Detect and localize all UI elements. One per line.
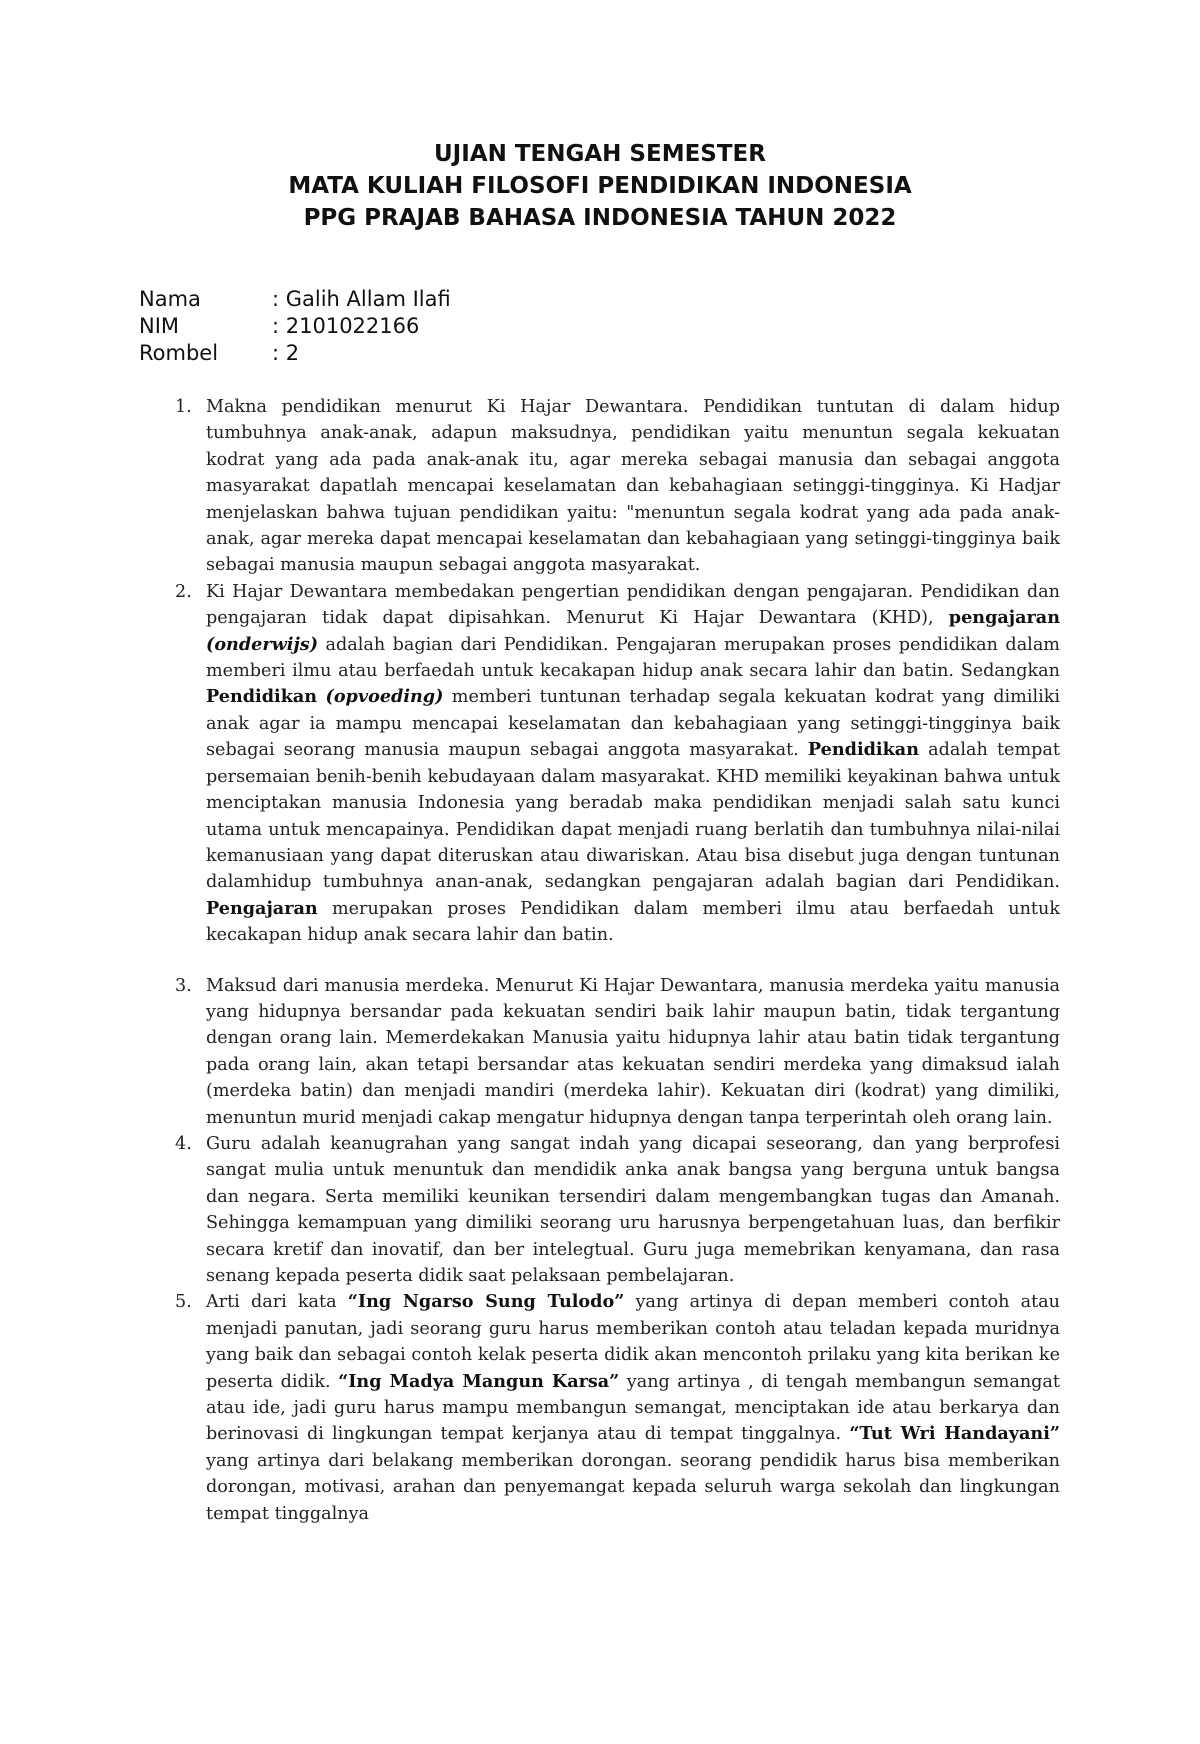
title-line-3: PPG PRAJAB BAHASA INDONESIA TAHUN 2022	[303, 205, 897, 231]
answer-item-4	[168, 1131, 1060, 1289]
answer-text: Maksud dari manusia merdeka. Menurut Ki Hajar Dewantara, manusia merdeka yaitu manusia yang hidupnya bersandar pada kekuatan sendiri baik lahir maupun batin, tidak tergantung dengan orang lain. Memerdekakan Manusia yaitu hidupnya lahir atau batin tidak tergantung pada orang lain, akan tetapi bersandar atas kekuatan sendiri merdeka yang dimaksud ialah (merdeka batin) dan menjadi mandiri (merdeka lahir). Kekuatan diri (kodrat) yang dimiliki, menuntun murid menjadi cakap mengatur hidupnya dengan tanpa terperintah oleh orang lain.	[206, 975, 1060, 1128]
nama-row	[139, 286, 451, 313]
answer-number: 3.	[175, 975, 192, 996]
term-pendidikan-2: Pendidikan	[807, 739, 920, 761]
answer-text: Ki Hajar Dewantara membedakan pengertian pendidikan dengan pengajaran. Pendidikan dan pengajaran tidak dapat dipisahkan. Menurut Ki Hajar Dewantara (KHD), pengajaran (onderwijs) adalah bagian dari Pendidikan. Pengajaran merupakan proses pendidikan dalam memberi ilmu atau berfaedah untuk kecakapan hidup anak secara lahir dan batin. Sedangkan Pendidikan (opvoeding) memberi tuntunan terhadap segala kekuatan kodrat yang dimiliki anak agar ia mampu mencapai keselamatan dan kebahagiaan yang setinggi-tingginya baik sebagai seorang manusia maupun sebagai anggota masyarakat. Pendidikan adalah tempat persemaian benih-benih kebudayaan dalam masyarakat. KHD memiliki keyakinan bahwa untuk menciptakan manusia Indonesia yang beradab maka pendidikan menjadi salah satu kunci utama untuk mencapainya. Pendidikan dapat menjadi ruang berlatih dan tumbuhnya nilai-nilai kemanusiaan yang dapat diteruskan atau diwariskan. Atau bisa disebut juga dengan tuntunan dalamhidup tumbuhnya anan-anak, sedangkan pengajaran adalah bagian dari Pendidikan. Pengajaran merupakan proses Pendidikan dalam memberi ilmu atau berfaedah untuk kecakapan hidup anak secara lahir dan batin.	[206, 581, 1060, 946]
nama-label: Nama	[139, 287, 201, 311]
answer-text: Arti dari kata “Ing Ngarso Sung Tulodo” yang artinya di depan memberi contoh atau menjadi panutan, jadi seorang guru harus memberikan contoh atau teladan kepada muridnya yang baik dan sebagai contoh kelak peserta didik akan mencontoh prilaku yang kita berikan ke peserta didik. “Ing Madya Mangun Karsa” yang artinya , di tengah membangun semangat atau ide, jadi guru harus mampu membangun semangat, menciptakan ide atau berkarya dan berinovasi di lingkungan tempat kerjanya atau di tempat tinggalnya. “Tut Wri Handayani” yang artinya dari belakang memberikan dorongan. seorang pendidik harus bisa memberikan dorongan, motivasi, arahan dan penyemangat kepada seluruh warga sekolah dan lingkungan tempat tinggalnya	[206, 1291, 1060, 1524]
nama-value: : Galih Allam Ilafi	[272, 287, 451, 311]
term-opvoeding: (opvoeding)	[325, 686, 444, 708]
term-pendidikan: Pendidikan	[206, 686, 318, 708]
term-ing-madya: “Ing Madya Mangun Karsa”	[338, 1370, 620, 1392]
nim-row	[139, 313, 451, 340]
nim-label: NIM	[139, 314, 180, 338]
term-ing-ngarso: “Ing Ngarso Sung Tulodo”	[347, 1291, 625, 1313]
term-tut-wri: “Tut Wri Handayani”	[849, 1423, 1060, 1445]
rombel-row	[139, 340, 451, 367]
rombel-label: Rombel	[139, 341, 219, 365]
term-onderwijs: (onderwijs)	[206, 633, 319, 655]
answer-list	[168, 394, 1060, 1527]
document-title	[0, 138, 1200, 234]
rombel-value: : 2	[272, 341, 300, 365]
student-info	[139, 286, 451, 367]
answer-item-3	[168, 973, 1060, 1131]
answer-number: 4.	[175, 1133, 192, 1154]
answer-item-5	[168, 1289, 1060, 1527]
answer-number: 2.	[175, 581, 192, 602]
answer-number: 5.	[175, 1292, 192, 1313]
term-pengajaran: pengajaran	[948, 607, 1060, 629]
answer-text: Makna pendidikan menurut Ki Hajar Dewantara. Pendidikan tuntutan di dalam hidup tumbuhnya anak-anak, adapun maksudnya, pendidikan yaitu menuntun segala kekuatan kodrat yang ada pada anak-anak itu, agar mereka sebagai manusia dan sebagai anggota masyarakat dapatlah mencapai keselamatan dan kebahagiaan setinggi-tingginya. Ki Hadjar menjelaskan bahwa tujuan pendidikan yaitu: "menuntun segala kodrat yang ada pada anak-anak, agar mereka dapat mencapai keselamatan dan kebahagiaan yang setinggi-tingginya baik sebagai manusia maupun sebagai anggota masyarakat.	[206, 397, 1060, 576]
answer-number: 1.	[175, 397, 192, 417]
answer-text: Guru adalah keanugrahan yang sangat indah yang dicapai seseorang, dan yang berprofesi sangat mulia untuk menuntuk dan mendidik anka anak bangsa yang berguna untuk bangsa dan negara. Serta memiliki keunikan tersendiri dalam mengembangkan tugas dan Amanah. Sehingga kemampuan yang dimiliki seorang uru harusnya berpengetahuan luas, dan berfikir secara kretif dan inovatif, dan ber intelegtual. Guru juga memebrikan kenyamana, dan rasa senang kepada peserta didik saat pelaksaan pembelajaran.	[206, 1133, 1060, 1286]
answer-item-2	[168, 579, 1060, 949]
nim-value: : 2101022166	[272, 314, 420, 338]
title-line-2: MATA KULIAH FILOSOFI PENDIDIKAN INDONESIA	[288, 173, 912, 199]
term-pengajaran-2: Pengajaran	[206, 897, 318, 919]
title-line-1: UJIAN TENGAH SEMESTER	[434, 141, 766, 167]
answer-item-1	[168, 394, 1060, 579]
